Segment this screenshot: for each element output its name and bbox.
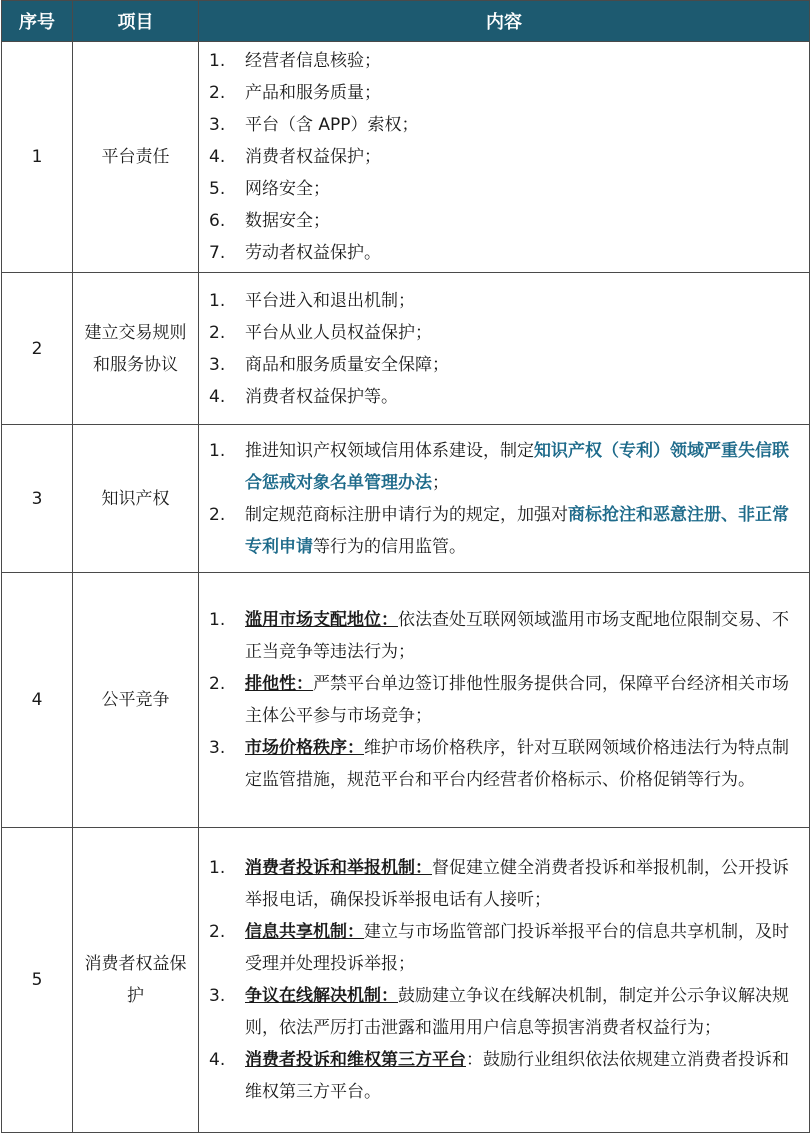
list-item — [209, 916, 795, 980]
list-text: 经营者信息核验； — [245, 51, 381, 71]
keyword: 信息共享机制： — [245, 922, 364, 942]
row-content — [199, 425, 810, 573]
header-content: 内容 — [199, 1, 810, 42]
keyword: 滥用市场支配地位： — [245, 610, 398, 630]
list-item — [209, 668, 795, 732]
list-item — [209, 77, 795, 109]
highlight-text: 商标抢注和恶意注册、非正常专利申请 — [245, 504, 789, 557]
list-item — [209, 317, 795, 349]
text-segment: 推进知识产权领域信用体系建设，制定 — [245, 440, 534, 461]
list-index: 3. — [209, 986, 226, 1006]
list-item — [209, 435, 795, 499]
row-content — [199, 573, 810, 828]
text-segment: 依法查处互联网领域滥用市场支配地位限制交易、不正当竞争等违法行为； — [245, 610, 789, 662]
list-item — [209, 285, 795, 317]
list-text — [245, 980, 795, 1044]
table-row — [2, 42, 810, 273]
list-text: 网络安全； — [245, 179, 330, 199]
text-segment: 严禁平台单边签订排他性服务提供合同，保障平台经济相关市场主体公平参与市场竞争； — [245, 674, 789, 726]
list-index: 2. — [209, 504, 226, 525]
text-segment: 鼓励建立争议在线解决机制，制定并公示争议解决规则，依法严厉打击泄露和滥用用户信息等损害消费者权益行为； — [245, 986, 789, 1038]
header-row — [2, 1, 810, 42]
list-item — [209, 381, 795, 413]
list-text: 消费者权益保护； — [245, 147, 381, 167]
list-text — [245, 604, 795, 668]
row-item: 平台责任 — [73, 42, 199, 273]
table-row — [2, 425, 810, 573]
list-index: 1. — [209, 51, 226, 71]
list-index: 5. — [209, 179, 226, 199]
list-index: 1. — [209, 610, 226, 630]
row-item: 建立交易规则和服务协议 — [73, 273, 199, 425]
list-text — [245, 852, 795, 916]
list-item — [209, 852, 795, 916]
text-segment: ； — [432, 472, 449, 493]
list-item — [209, 604, 795, 668]
list-item — [209, 1044, 795, 1108]
list-item — [209, 980, 795, 1044]
row-content — [199, 42, 810, 273]
list-text — [245, 916, 795, 980]
table-row — [2, 828, 810, 1133]
list-text: 消费者权益保护等。 — [245, 386, 398, 407]
list-item — [209, 45, 795, 77]
list-index: 4. — [209, 1050, 226, 1070]
row-content — [199, 828, 810, 1133]
keyword: 排他性： — [245, 674, 313, 694]
list-text — [245, 668, 795, 732]
text-segment: 等行为的信用监管。 — [313, 536, 466, 557]
keyword: 市场价格秩序： — [245, 738, 364, 758]
list-index: 1. — [209, 290, 226, 311]
list-index: 4. — [209, 386, 226, 407]
row-content — [199, 273, 810, 425]
list-index: 6. — [209, 211, 226, 231]
table-row — [2, 573, 810, 828]
list-text — [245, 435, 795, 499]
list-text: 平台（含 APP）索权； — [245, 115, 419, 135]
list-item — [209, 173, 795, 205]
keyword: 争议在线解决机制： — [245, 986, 398, 1006]
list-index: 2. — [209, 674, 226, 694]
row-number: 2 — [2, 273, 73, 425]
list-item — [209, 141, 795, 173]
list-index: 1. — [209, 858, 226, 878]
list-index: 4. — [209, 147, 226, 167]
list-text: 劳动者权益保护。 — [245, 243, 381, 263]
list-item — [209, 732, 795, 796]
list-text: 商品和服务质量安全保障； — [245, 354, 449, 375]
text-segment: 建立与市场监管部门投诉举报平台的信息共享机制，及时受理并处理投诉举报； — [245, 922, 789, 974]
text-segment: 维护市场价格秩序，针对互联网领域价格违法行为特点制定监管措施，规范平台和平台内经营者价格标示、价格促销等行为。 — [245, 738, 789, 790]
row-number: 5 — [2, 828, 73, 1133]
list-index: 2. — [209, 83, 226, 103]
text-segment: 制定规范商标注册申请行为的规定，加强对 — [245, 504, 568, 525]
row-item: 公平竞争 — [73, 573, 199, 828]
keyword: 消费者投诉和维权第三方平台 — [245, 1050, 466, 1070]
list-item — [209, 205, 795, 237]
row-item: 知识产权 — [73, 425, 199, 573]
list-text: 产品和服务质量； — [245, 83, 381, 103]
list-index: 3. — [209, 738, 226, 758]
list-text — [245, 732, 795, 796]
list-item — [209, 349, 795, 381]
list-text — [245, 1044, 795, 1108]
row-number: 3 — [2, 425, 73, 573]
regulation-table — [1, 0, 810, 1133]
highlight-text: 知识产权（专利）领域严重失信联合惩戒对象名单管理办法 — [245, 440, 789, 493]
list-index: 7. — [209, 243, 226, 263]
list-index: 3. — [209, 115, 226, 135]
list-index: 1. — [209, 440, 226, 461]
row-number: 4 — [2, 573, 73, 828]
table-row — [2, 273, 810, 425]
list-text: 平台从业人员权益保护； — [245, 322, 432, 343]
text-segment: ：鼓励行业组织依法依规建立消费者投诉和维权第三方平台。 — [245, 1050, 789, 1102]
list-index: 2. — [209, 922, 226, 942]
list-index: 3. — [209, 354, 226, 375]
text-segment: 督促建立健全消费者投诉和举报机制，公开投诉举报电话，确保投诉举报电话有人接听； — [245, 858, 789, 910]
list-item — [209, 109, 795, 141]
list-text: 数据安全； — [245, 211, 330, 231]
list-item — [209, 237, 795, 269]
row-item: 消费者权益保护 — [73, 828, 199, 1133]
header-item: 项目 — [73, 1, 199, 42]
keyword: 消费者投诉和举报机制： — [245, 858, 432, 878]
list-item — [209, 499, 795, 563]
header-index: 序号 — [2, 1, 73, 42]
row-number: 1 — [2, 42, 73, 273]
list-index: 2. — [209, 322, 226, 343]
list-text — [245, 499, 795, 563]
list-text: 平台进入和退出机制； — [245, 290, 415, 311]
